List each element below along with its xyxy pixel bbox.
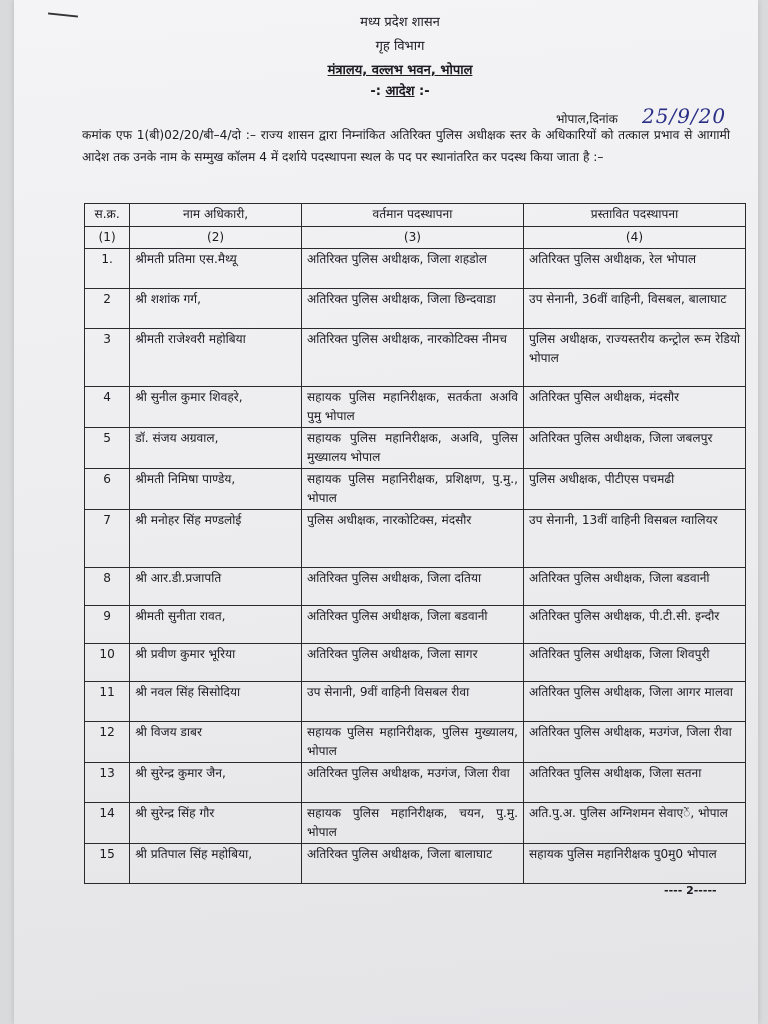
current-posting-cell: अतिरिक्त पुलिस अधीक्षक, नारकोटिक्स नीमच [301, 329, 523, 387]
officer-name-cell: श्री शशांक गर्ग, [130, 289, 302, 329]
current-posting-cell: अतिरिक्त पुलिस अधीक्षक, जिला बालाघाट [301, 844, 523, 884]
proposed-posting-cell: अतिरिक्त पुलिस अधीक्षक, जिला आगर मालवा [523, 682, 745, 722]
serial-cell: 15 [85, 844, 130, 884]
proposed-posting-cell: अतिरिक्त पुलिस अधीक्षक, रेल भोपाल [523, 249, 745, 289]
column-number-row [85, 227, 746, 249]
serial-cell: 2 [85, 289, 130, 329]
table-row [85, 510, 746, 568]
office-address: मंत्रालय, वल्लभ भवन, भोपाल [327, 63, 473, 78]
serial-cell: 6 [85, 469, 130, 510]
header-officer-name: नाम अधिकारी, [130, 204, 302, 227]
table-row [85, 803, 746, 844]
current-posting-cell: अतिरिक्त पुलिस अधीक्षक, जिला सागर [301, 644, 523, 682]
table-row [85, 329, 746, 387]
current-posting-cell: सहायक पुलिस महानिरीक्षक, पुलिस मुख्यालय, भोपाल [301, 722, 523, 763]
proposed-posting-cell: अतिरिक्त पुलिस अधीक्षक, जिला बडवानी [523, 568, 745, 606]
transfer-table [84, 203, 746, 884]
proposed-posting-cell: अतिरिक्त पुलिस अधीक्षक, जिला सतना [523, 763, 745, 803]
table-row [85, 722, 746, 763]
current-posting-cell: अतिरिक्त पुलिस अधीक्षक, जिला दतिया [301, 568, 523, 606]
handwritten-date: 25/9/20 [642, 104, 727, 128]
proposed-posting-cell: अतिरिक्त पुलिस अधीक्षक, पी.टी.सी. इन्दौर [523, 606, 745, 644]
current-posting-cell: सहायक पुलिस महानिरीक्षक, अअवि, पुलिस मुख्यालय भोपाल [301, 428, 523, 469]
officer-name-cell: श्री मनोहर सिंह मण्डलोई [130, 510, 302, 568]
table-row [85, 568, 746, 606]
proposed-posting-cell: अतिरिक्त पुलिस अधीक्षक, मउगंज, जिला रीवा [523, 722, 745, 763]
serial-cell: 11 [85, 682, 130, 722]
order-paragraph: कमांक एफ 1(बी)02/20/बी–4/दो :– राज्य शासन द्वारा निम्नांकित अतिरिक्त पुलिस अधीक्षक स्तर के अधिकारियों को तत्काल प्रभाव से आगामी आदेश तक उनके नाम के सम्मुख कॉलम 4 में दर्शाये पदस्थापना स्थल के पद पर स्थानांतरित कर पदस्थ किया जाता है :– [82, 128, 730, 164]
serial-cell: 5 [85, 428, 130, 469]
table-row [85, 844, 746, 884]
col-number: (1) [85, 227, 130, 249]
officer-name-cell: श्रीमती प्रतिमा एस.मैथ्यू [130, 249, 302, 289]
officer-name-cell: श्री प्रतिपाल सिंह महोबिया, [130, 844, 302, 884]
officer-name-cell: श्री सुरेन्द्र सिंह गौर [130, 803, 302, 844]
table-row [85, 682, 746, 722]
officer-name-cell: श्री प्रवीण कुमार भूरिया [130, 644, 302, 682]
header-current-posting: वर्तमान पदस्थापना [301, 204, 523, 227]
serial-cell: 3 [85, 329, 130, 387]
current-posting-cell: अतिरिक्त पुलिस अधीक्षक, जिला छिन्दवाडा [301, 289, 523, 329]
header-serial: स.क्र. [85, 204, 130, 227]
page-continuation: ---- 2----- [664, 884, 717, 897]
col-number: (2) [130, 227, 302, 249]
serial-cell: 14 [85, 803, 130, 844]
serial-cell: 4 [85, 387, 130, 428]
current-posting-cell: अतिरिक्त पुलिस अधीक्षक, जिला शहडोल [301, 249, 523, 289]
header-proposed-posting: प्रस्तावित पदस्थापना [523, 204, 745, 227]
table-row [85, 606, 746, 644]
officer-name-cell: श्रीमती निमिषा पाण्डेय, [130, 469, 302, 510]
table-row [85, 289, 746, 329]
current-posting-cell: उप सेनानी, 9वीं वाहिनी विसबल रीवा [301, 682, 523, 722]
officer-name-cell: डॉ. संजय अग्रवाल, [130, 428, 302, 469]
serial-cell: 7 [85, 510, 130, 568]
table-row [85, 249, 746, 289]
current-posting-cell: अतिरिक्त पुलिस अधीक्षक, मउगंज, जिला रीवा [301, 763, 523, 803]
officer-name-cell: श्री सुनील कुमार शिवहरे, [130, 387, 302, 428]
table-row [85, 469, 746, 510]
proposed-posting-cell: पुलिस अधीक्षक, पीटीएस पचमढी [523, 469, 745, 510]
current-posting-cell: पुलिस अधीक्षक, नारकोटिक्स, मंदसौर [301, 510, 523, 568]
table-row [85, 763, 746, 803]
proposed-posting-cell: अति.पु.अ. पुलिस अग्निशमन सेवाएें, भोपाल [523, 803, 745, 844]
serial-cell: 13 [85, 763, 130, 803]
current-posting-cell: अतिरिक्त पुलिस अधीक्षक, जिला बडवानी [301, 606, 523, 644]
serial-cell: 1. [85, 249, 130, 289]
officer-name-cell: श्री नवल सिंह सिसोदिया [130, 682, 302, 722]
table-row [85, 428, 746, 469]
officer-name-cell: श्री सुरेन्द्र कुमार जैन, [130, 763, 302, 803]
current-posting-cell: सहायक पुलिस महानिरीक्षक, प्रशिक्षण, पु.मु., भोपाल [301, 469, 523, 510]
proposed-posting-cell: उप सेनानी, 36वीं वाहिनी, विसबल, बालाघाट [523, 289, 745, 329]
proposed-posting-cell: अतिरिक्त पुलिस अधीक्षक, जिला जबलपुर [523, 428, 745, 469]
table-row [85, 644, 746, 682]
table-row [85, 387, 746, 428]
government-name: मध्य प्रदेश शासन [360, 15, 440, 30]
table-header-row [85, 204, 746, 227]
current-posting-cell: सहायक पुलिस महानिरीक्षक, चयन, पु.मु. भोपाल [301, 803, 523, 844]
current-posting-cell: सहायक पुलिस महानिरीक्षक, सतर्कता अअवि पुमु भोपाल [301, 387, 523, 428]
date-label: भोपाल,दिनांक [556, 112, 618, 126]
officer-name-cell: श्री विजय डाबर [130, 722, 302, 763]
col-number: (3) [301, 227, 523, 249]
order-heading: -: आदेश :- [370, 84, 430, 99]
officer-name-cell: श्रीमती सुनीता रावत, [130, 606, 302, 644]
officer-name-cell: श्री आर.डी.प्रजापति [130, 568, 302, 606]
serial-cell: 9 [85, 606, 130, 644]
col-number: (4) [523, 227, 745, 249]
proposed-posting-cell: अतिरिक्त पुलिस अधीक्षक, जिला शिवपुरी [523, 644, 745, 682]
officer-name-cell: श्रीमती राजेश्वरी महोबिया [130, 329, 302, 387]
proposed-posting-cell: उप सेनानी, 13वीं वाहिनी विसबल ग्वालियर [523, 510, 745, 568]
serial-cell: 12 [85, 722, 130, 763]
department-name: गृह विभाग [375, 39, 425, 54]
serial-cell: 10 [85, 644, 130, 682]
serial-cell: 8 [85, 568, 130, 606]
proposed-posting-cell: सहायक पुलिस महानिरीक्षक पु0मु0 भोपाल [523, 844, 745, 884]
proposed-posting-cell: अतिरिक्त पुसिल अधीक्षक, मंदसौर [523, 387, 745, 428]
proposed-posting-cell: पुलिस अधीक्षक, राज्यस्तरीय कन्ट्रोल रूम रेडियो भोपाल [523, 329, 745, 387]
